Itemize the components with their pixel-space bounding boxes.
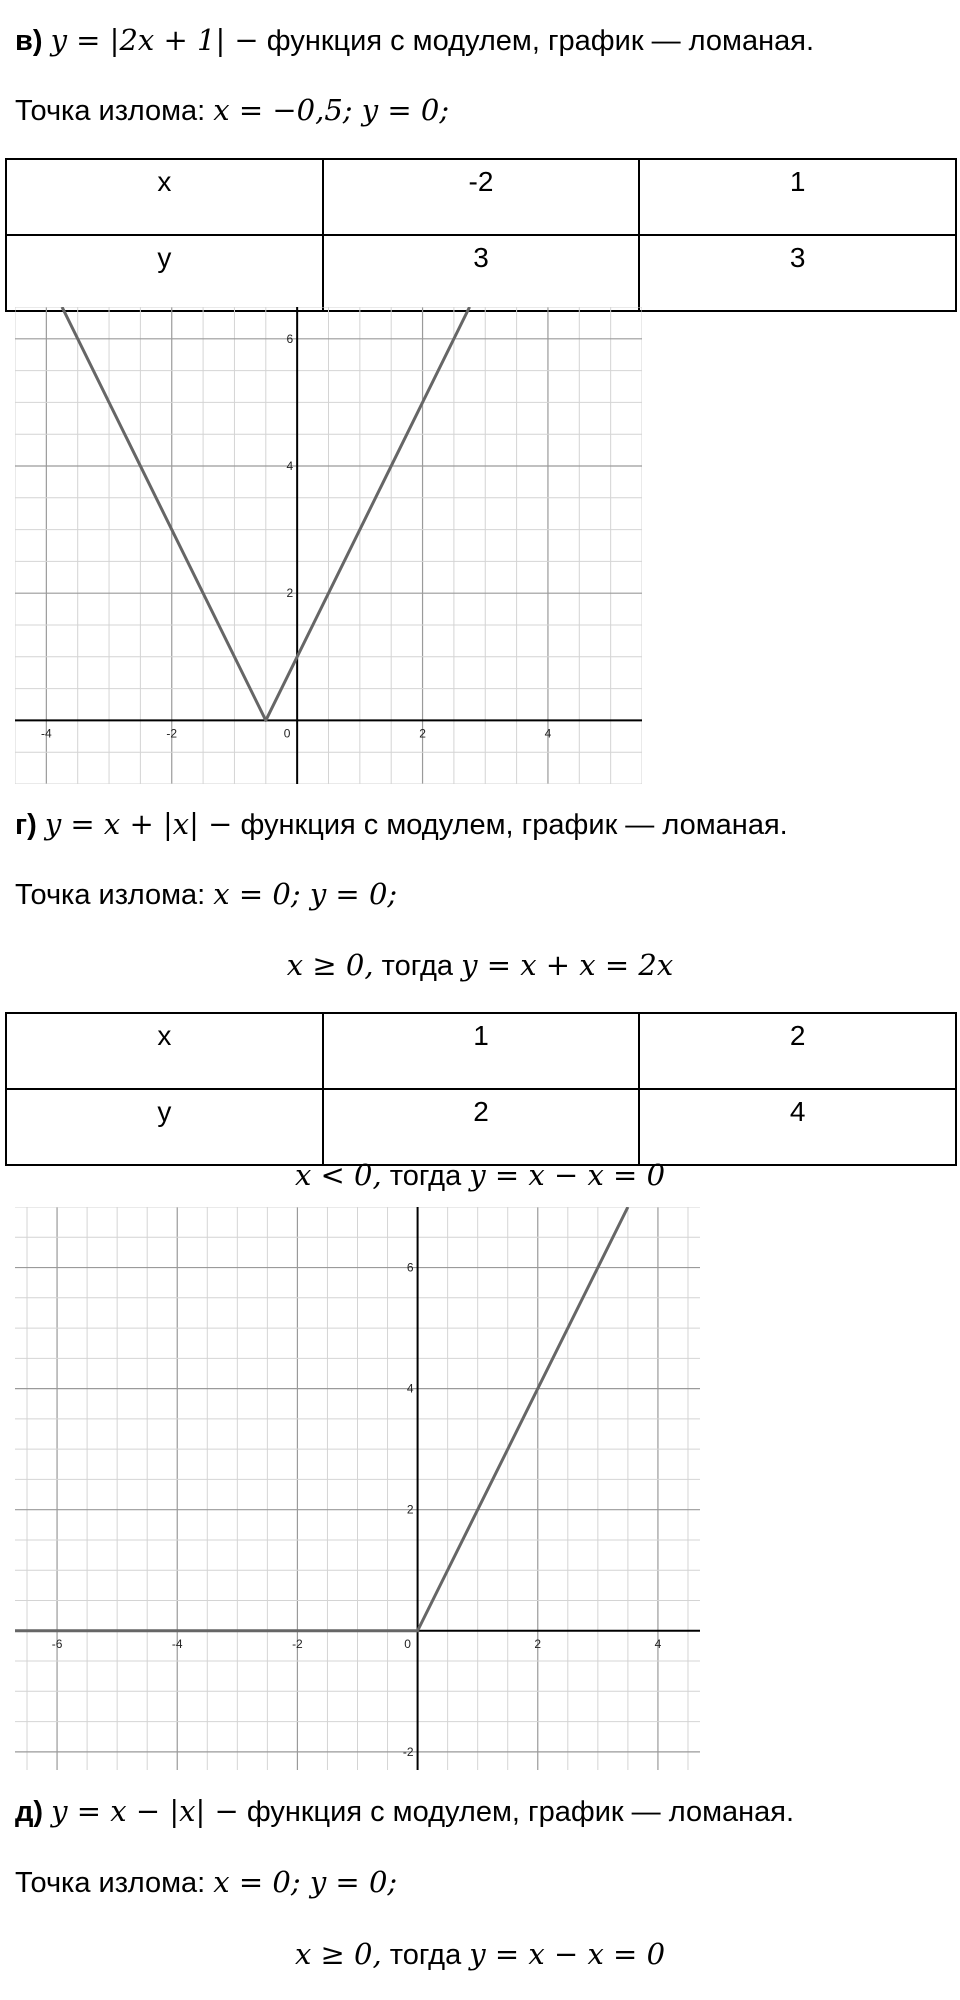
case-formula: y = x − x = 0	[469, 1937, 666, 1971]
case-connector: тогда	[381, 1160, 470, 1192]
x-tick-label: -6	[51, 1636, 63, 1651]
case-condition: x < 0,	[294, 1158, 382, 1192]
case-negative	[0, 1157, 960, 1194]
values-table-g	[5, 1012, 957, 1166]
table-cell: 4	[639, 1089, 956, 1165]
table-row-x	[6, 1013, 956, 1089]
x-tick-label: -4	[41, 726, 52, 741]
y-tick-label: 4	[406, 1381, 414, 1396]
section-label: в)	[15, 25, 43, 57]
table-cell: 2	[639, 1013, 956, 1089]
table-row-y	[6, 1089, 956, 1165]
y-tick-label: 4	[286, 459, 294, 473]
y-tick-label: 2	[406, 1502, 414, 1517]
table-cell: -2	[323, 159, 640, 235]
break-point-label: Точка излома:	[15, 1867, 214, 1899]
case-connector: тогда	[373, 950, 462, 982]
case-nonnegative	[0, 947, 960, 984]
section-d-break-point	[15, 1864, 397, 1901]
y-tick-label: 6	[286, 331, 294, 346]
x-tick-label: 0	[404, 1636, 411, 1651]
graph-v	[15, 307, 642, 784]
x-tick-label: -4	[171, 1636, 183, 1651]
table-cell: 2	[323, 1089, 640, 1165]
table-row-y	[6, 235, 956, 311]
graph-g	[15, 1207, 700, 1770]
case-connector: тогда	[381, 1939, 470, 1971]
x-tick-label: -2	[166, 726, 178, 741]
table-cell: 1	[639, 159, 956, 235]
function-formula: y = |2x + 1| −	[50, 23, 259, 57]
x-tick-label: 2	[534, 1636, 542, 1651]
function-formula: y = x − |x| −	[51, 1794, 239, 1828]
break-point-label: Точка излома:	[15, 879, 214, 911]
section-g-title	[15, 806, 788, 843]
section-v-title	[15, 22, 814, 59]
section-g-break-point	[15, 876, 397, 913]
case-condition: x ≥ 0,	[294, 1937, 382, 1971]
function-description: функция с модулем, график — ломаная.	[238, 1796, 795, 1828]
table-cell: x	[6, 1013, 323, 1089]
x-tick-label: 0	[283, 726, 291, 741]
x-tick-label: 4	[654, 1636, 662, 1651]
table-cell: y	[6, 1089, 323, 1165]
section-v-break-point	[15, 92, 449, 129]
values-table-v	[5, 158, 957, 312]
section-label: д)	[15, 1796, 44, 1828]
break-point-label: Точка излома:	[15, 95, 214, 127]
y-tick-label: -2	[402, 1744, 414, 1759]
break-point-value: x = −0,5; y = 0;	[213, 93, 450, 127]
x-tick-label: 4	[544, 726, 552, 741]
table-row-x	[6, 159, 956, 235]
section-label: г)	[15, 809, 37, 841]
case-condition: x ≥ 0,	[286, 948, 374, 982]
case-formula: y = x − x = 0	[469, 1158, 666, 1192]
break-point-value: x = 0; y = 0;	[213, 877, 398, 911]
x-tick-label: -2	[292, 1636, 303, 1651]
table-cell: 1	[323, 1013, 640, 1089]
function-description: функция с модулем, график — ломаная.	[232, 809, 788, 841]
table-cell: 3	[323, 235, 640, 311]
case-formula: y = x + x = 2x	[461, 948, 674, 982]
break-point-value: x = 0; y = 0;	[213, 1865, 398, 1899]
case-nonnegative	[0, 1936, 960, 1973]
table-cell: x	[6, 159, 323, 235]
function-description: функция с модулем, график — ломаная.	[258, 25, 815, 57]
table-cell: y	[6, 235, 323, 311]
section-d-title	[15, 1793, 794, 1830]
function-formula: y = x + |x| −	[44, 807, 233, 841]
y-tick-label: 6	[406, 1260, 414, 1275]
x-tick-label: 2	[419, 726, 426, 741]
table-cell: 3	[639, 235, 956, 311]
y-tick-label: 2	[286, 586, 294, 601]
